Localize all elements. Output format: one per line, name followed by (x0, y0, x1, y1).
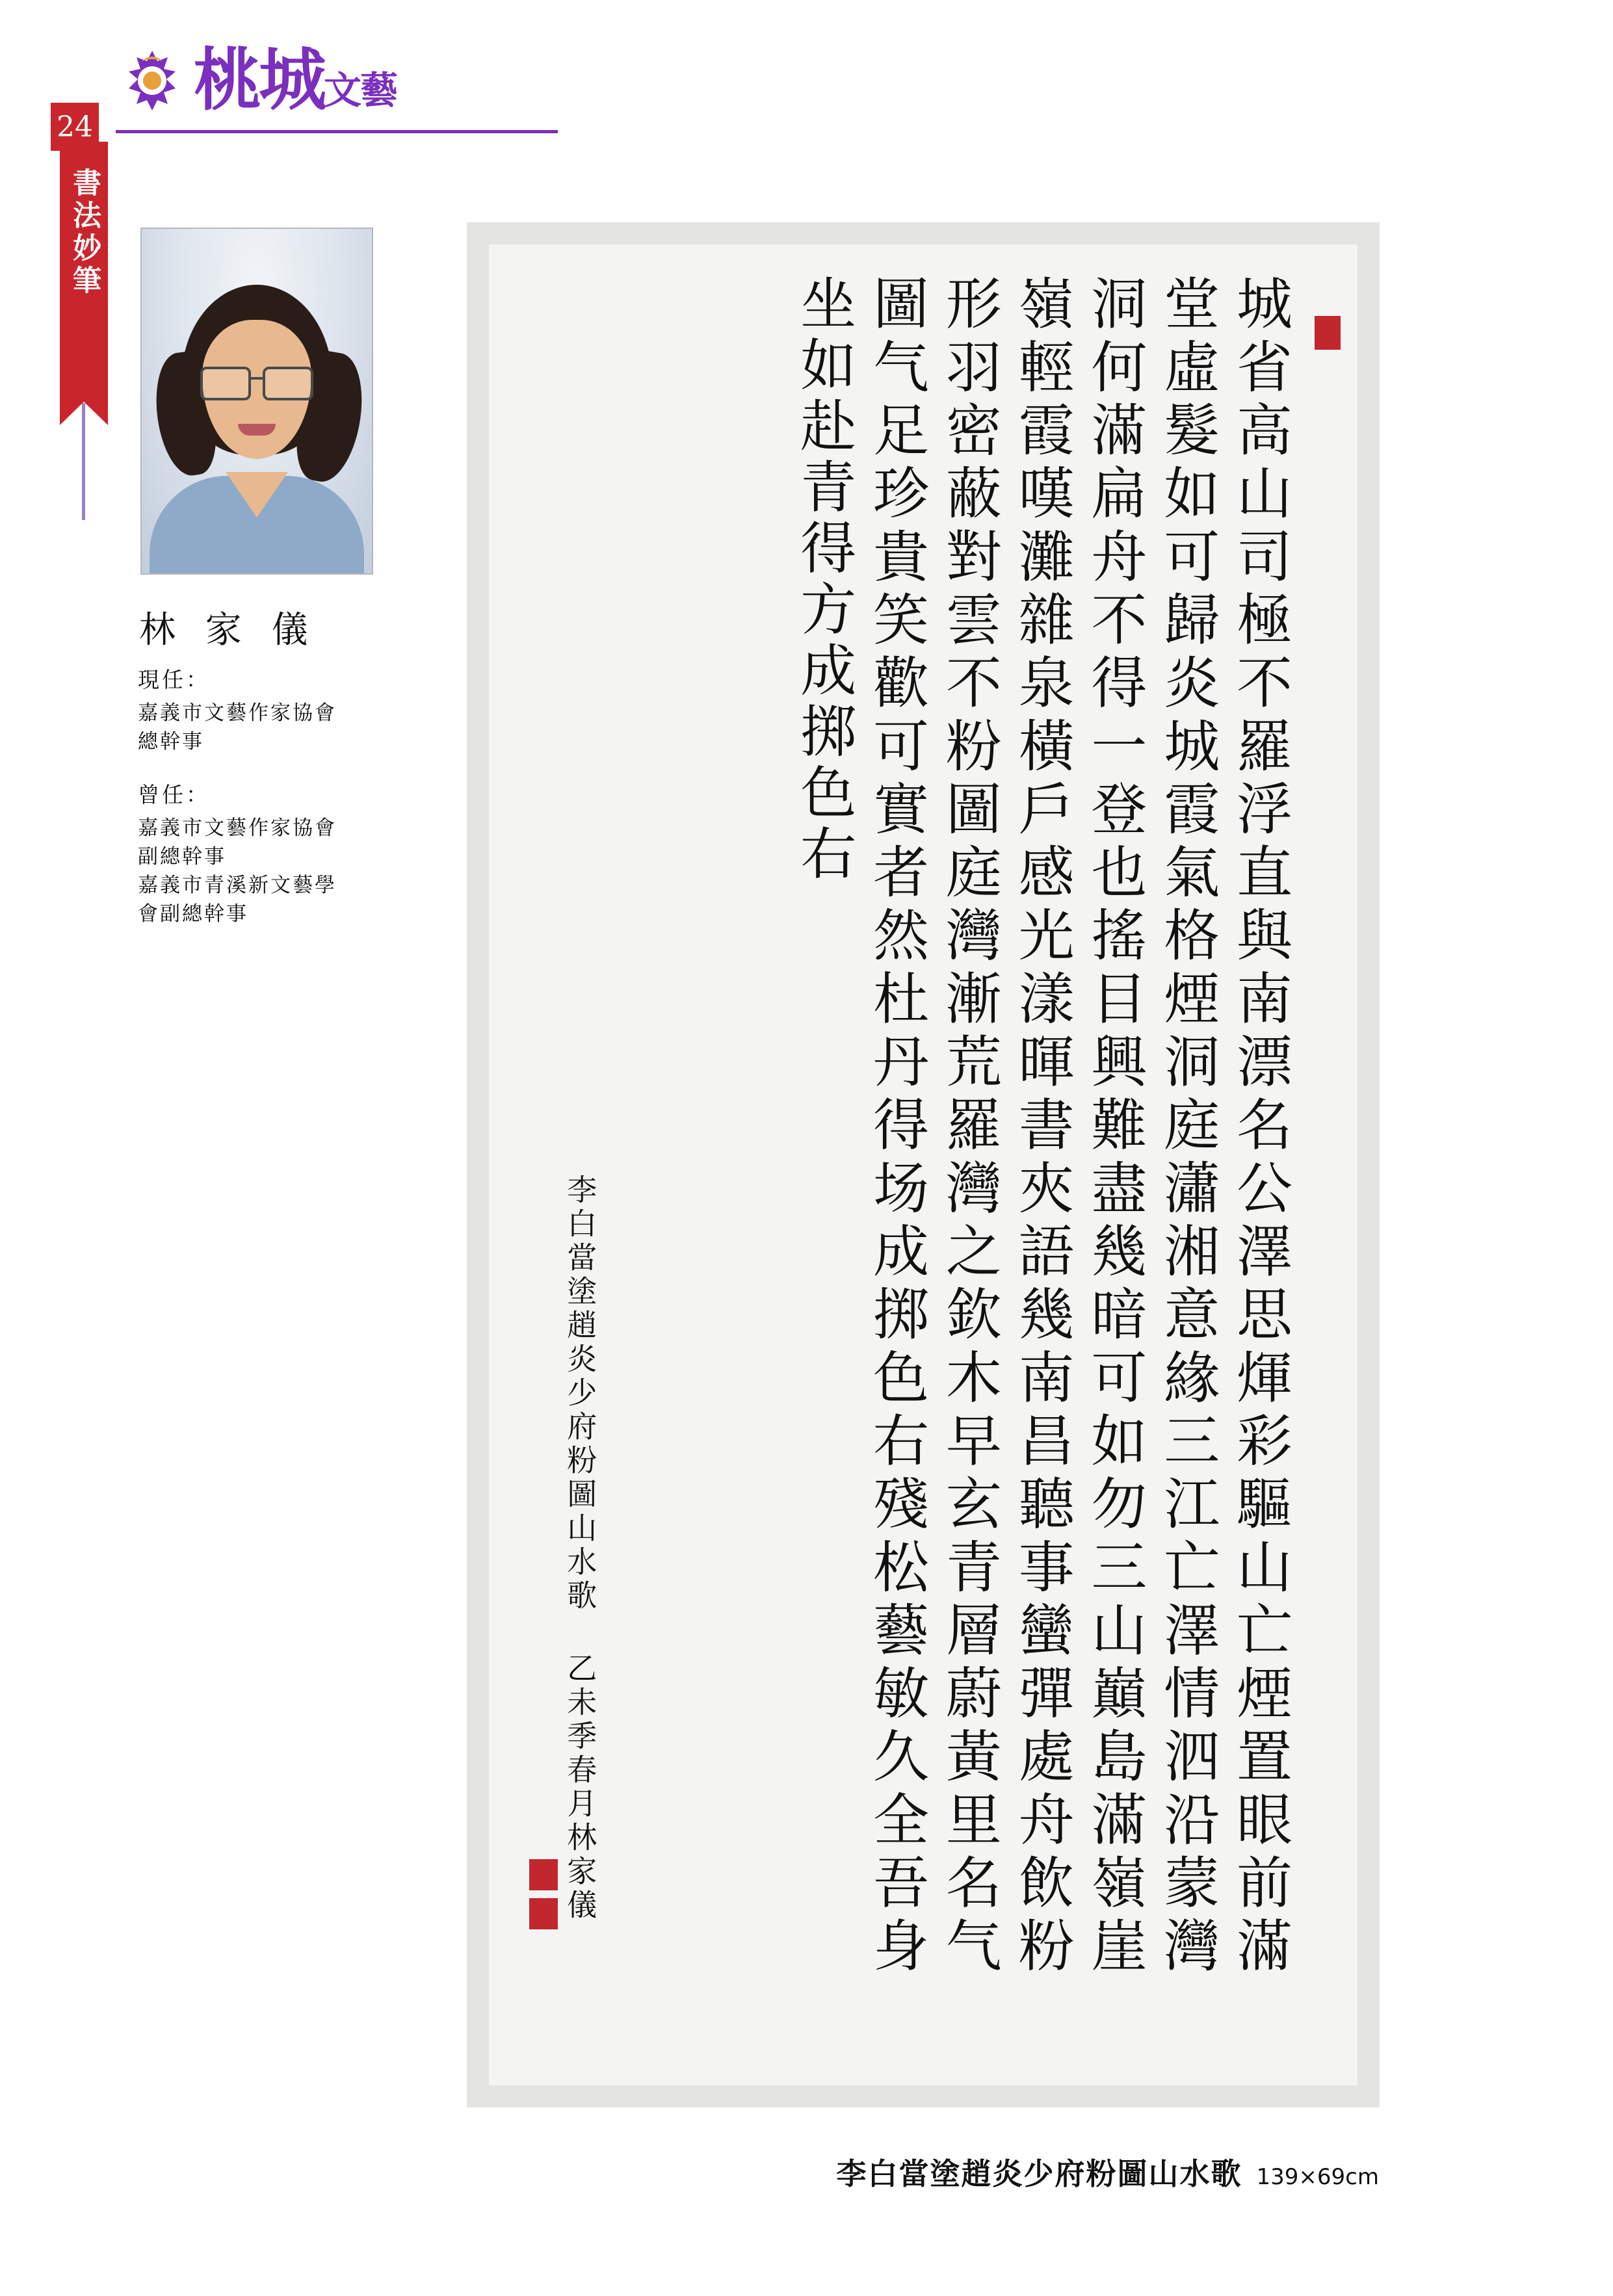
crown-flower-logo-icon (116, 47, 189, 120)
section-label: 書法妙筆 (68, 168, 101, 298)
calligraphy-signature: 李白當塗趙炎少府粉圖山水歌 乙未季春月林家儀 (562, 1174, 598, 1923)
seal-icon (529, 1898, 558, 1929)
artwork-paper (489, 244, 1357, 2085)
bio-line: 副總幹事 (138, 845, 226, 869)
bio-line: 總幹事 (138, 730, 204, 754)
calligraphy-body-text: 城省高山司極不羅浮直與南漂名公澤思煇彩驅山亡煙置眼前滿堂虛髮如可歸炎城霞氣格煙洞庭瀟湘意緣三江亡澤情泗沿蒙灣洞何滿扁舟不得一登也搖目興難盡幾暗可如勿三山巔島滿嶺崖嶺輕霞嘆灘雜泉橫戶感光漾暉書夾語幾南昌聽事蠻彈處舟飲粉形羽密蔽對雲不粉圖庭灣漸荒羅灣之欽木早玄青層蔚黃里名气圖气足珍貴笑歡可實者然杜丹得场成掷色右殘松藝敏久全吾身坐如赴青得方成掷色右 (791, 274, 1292, 1977)
masthead (116, 40, 571, 131)
bio-line: 會副總幹事 (138, 902, 248, 926)
portrait-mouth (238, 424, 276, 436)
glasses-icon (199, 367, 315, 397)
seal-icon (1315, 316, 1341, 350)
artwork-image (467, 222, 1380, 2107)
magazine-title-sub: 文藝 (324, 68, 397, 112)
magazine-title-main: 桃城 (194, 40, 324, 120)
bio-block-current (138, 663, 437, 756)
bio-line: 嘉義市文藝作家協會 (138, 816, 337, 841)
author-bio (138, 663, 437, 950)
magazine-title (194, 40, 397, 120)
seal-icon (529, 1859, 558, 1890)
bio-line: 嘉義市青溪新文藝學 (138, 874, 337, 898)
bio-heading-current: 現任： (138, 667, 210, 692)
bio-heading-previous: 曾任： (138, 782, 210, 808)
author-name: 林 家 儀 (139, 609, 317, 651)
caption-dimensions: 139×69cm (1256, 2164, 1379, 2190)
section-banner (60, 142, 108, 402)
artwork-caption (837, 2150, 1379, 2193)
avatar (140, 228, 373, 575)
bio-line: 嘉義市文藝作家協會 (138, 701, 337, 725)
page-number: 24 (51, 103, 99, 151)
caption-title: 李白當塗趙炎少府粉圖山水歌 (836, 2156, 1242, 2191)
bio-block-previous (138, 778, 437, 928)
masthead-divider (116, 130, 558, 133)
